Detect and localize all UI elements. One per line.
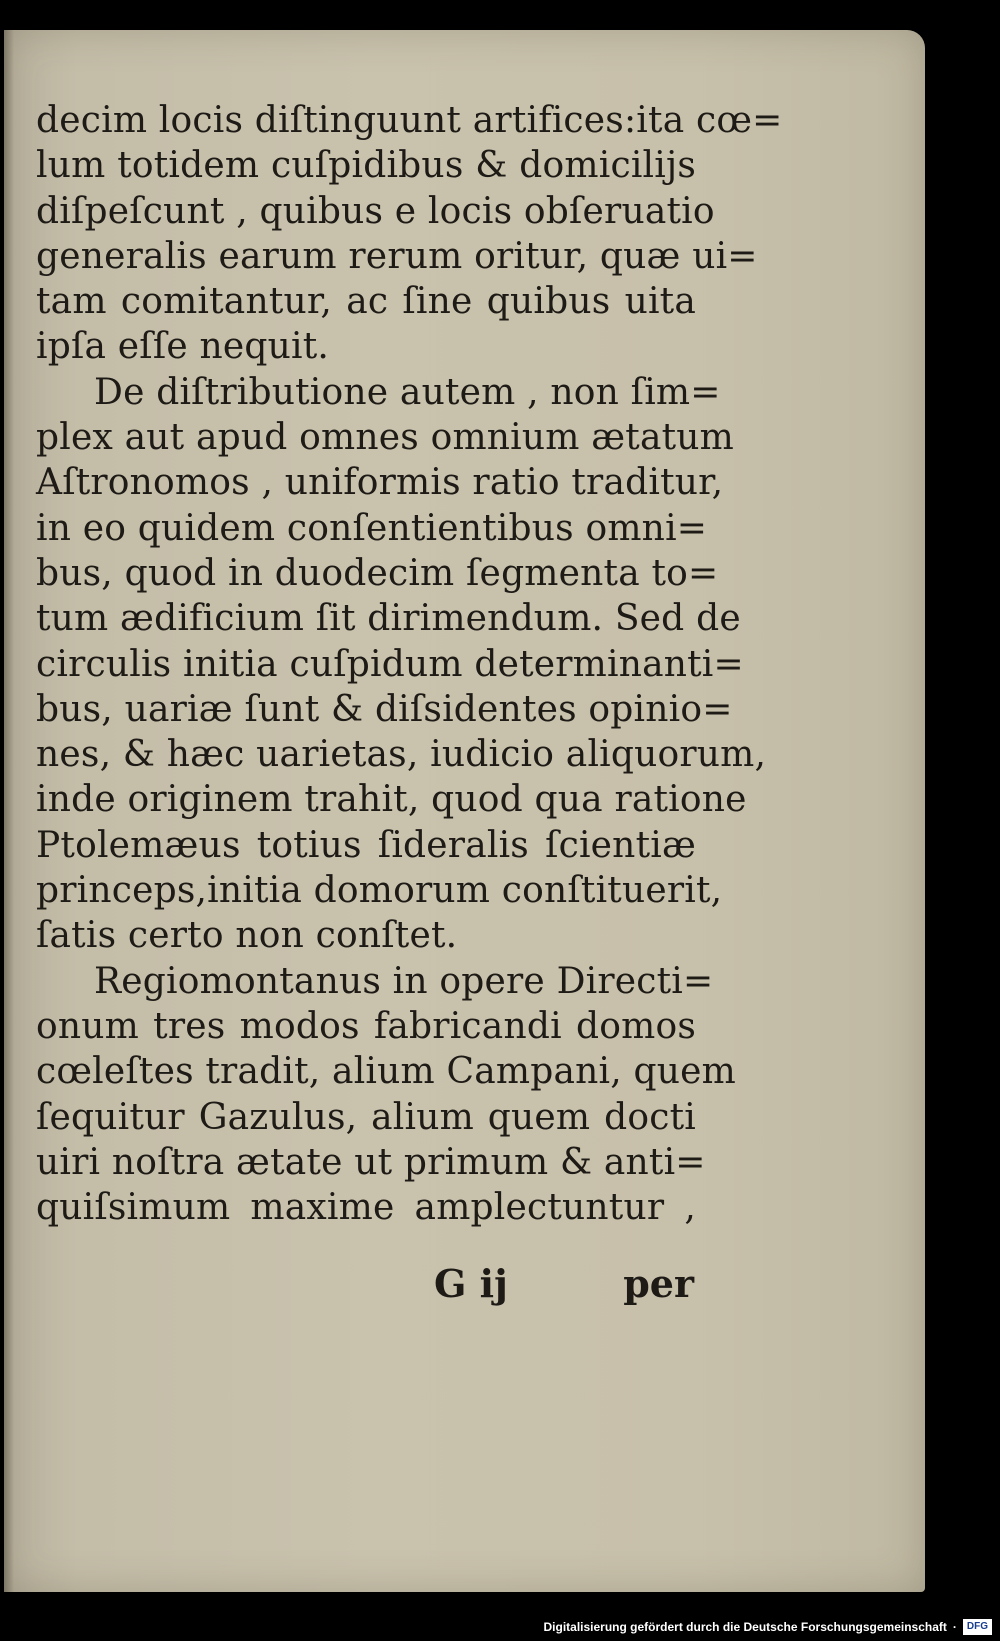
text-line: inde originem trahit, quod qua ratione: [36, 779, 747, 821]
dfg-logo-icon: DFG: [963, 1619, 992, 1635]
signature-mark: G ij: [434, 1261, 508, 1306]
book-page: [4, 30, 925, 1592]
text-line: ſequitur Gazulus, alium quem docti: [36, 1096, 696, 1138]
text-line: cœleſtes tradit, alium Campani, quem: [36, 1051, 737, 1093]
credit-separator: ·: [952, 1620, 957, 1634]
text-line: diſpeſcunt , quibus e locis obſeruatio: [36, 190, 715, 232]
text-line: Ptolemæus totius ſideralis ſcientiæ: [36, 824, 696, 866]
text-line: tum ædificium ſit dirimendum. Sed de: [36, 598, 741, 640]
body-text: [36, 98, 783, 1230]
text-line: tam comitantur, ac ſine quibus uita: [36, 281, 696, 323]
text-line: nes, & hæc uarietas, iudicio aliquorum,: [36, 734, 767, 776]
text-line: Regiomontanus in opere Directi=: [94, 960, 714, 1002]
text-line: lum totidem cuſpidibus & domicilijs: [36, 145, 696, 187]
text-line: onum tres modos fabricandi domos: [36, 1005, 696, 1047]
text-line: De diſtributione autem , non ſim=: [94, 371, 721, 413]
text-line: bus, uariæ ſunt & diſsidentes opinio=: [36, 688, 733, 730]
credit-text: Digitalisierung gefördert durch die Deutsche Forschungsgemeinschaft: [543, 1620, 947, 1634]
text-line: in eo quidem conſentientibus omni=: [36, 507, 708, 549]
text-line: generalis earum rerum oritur, quæ ui=: [36, 235, 758, 277]
text-line: princeps,initia domorum conſtituerit,: [36, 870, 723, 912]
text-line: Aſtronomos , uniformis ratio traditur,: [36, 462, 724, 504]
digitization-credit: [543, 1617, 992, 1637]
text-line: uiri noſtra ætate ut primum & anti=: [36, 1141, 706, 1183]
text-line: ſatis certo non conſtet.: [36, 915, 458, 957]
text-line: plex aut apud omnes omnium ætatum: [36, 417, 735, 459]
text-line: circulis initia cuſpidum determinanti=: [36, 643, 744, 685]
text-line: quiſsimum maxime amplectuntur ,: [36, 1187, 696, 1229]
text-line: decim locis diſtinguunt artifices:ita cœ=: [36, 100, 783, 141]
catchword: per: [623, 1261, 694, 1306]
text-line: ipſa eſſe nequit.: [36, 326, 330, 368]
text-line: bus, quod in duodecim ſegmenta to=: [36, 552, 719, 594]
